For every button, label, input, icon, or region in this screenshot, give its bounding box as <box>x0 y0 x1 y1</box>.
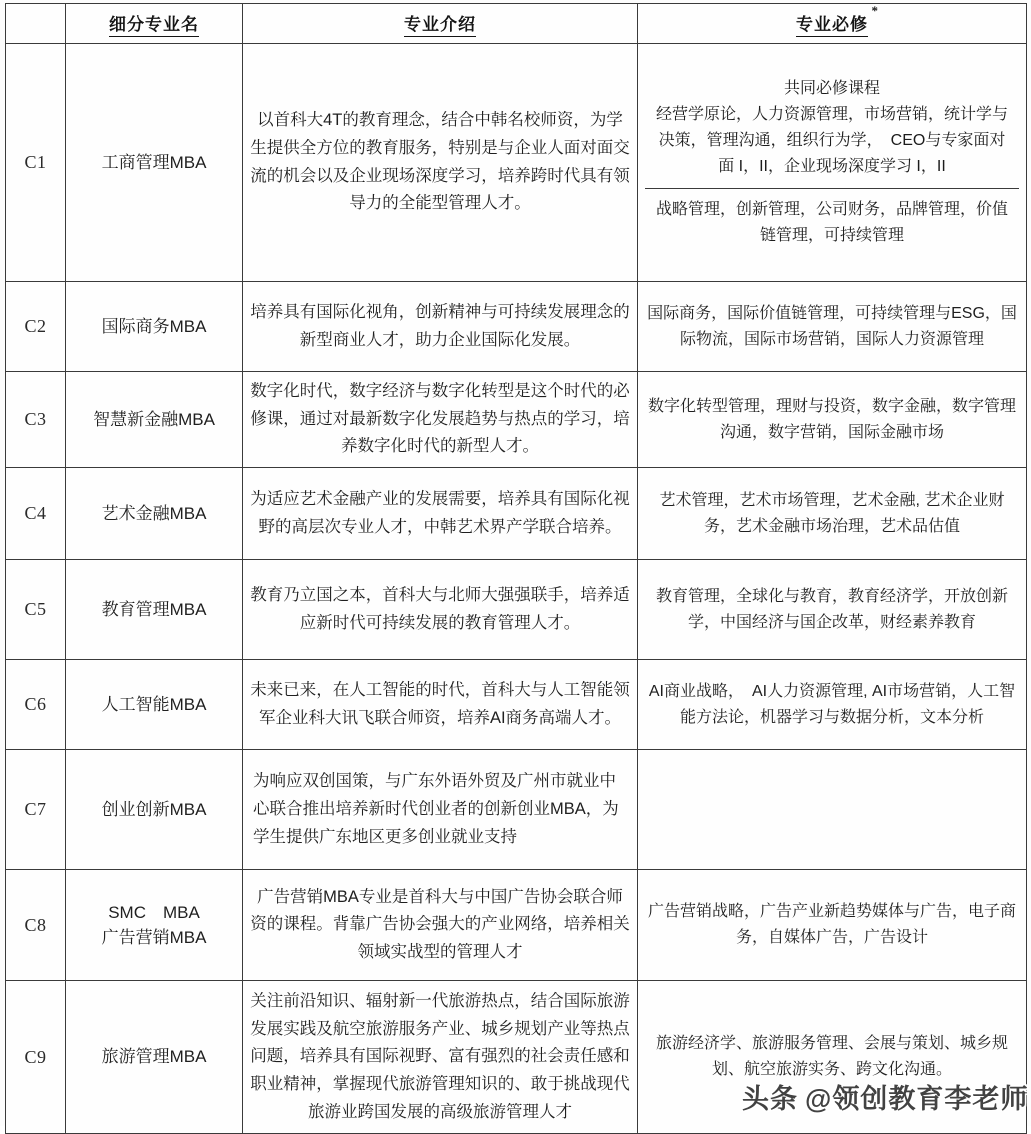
row-required-courses: 广告营销战略，广告产业新趋势媒体与广告，电子商务，自媒体广告，广告设计 <box>638 870 1027 981</box>
row-description: 为响应双创国策，与广东外语外贸及广州市就业中心联合推出培养新时代创业者的创新创业MBA，为学生提供广东地区更多创业就业支持 <box>243 750 638 870</box>
row-major-name <box>66 44 243 282</box>
row-description: 以首科大4T的教育理念，结合中韩名校师资，为学生提供全方位的教育服务，特别是与企业人面对面交流的机会以及企业现场深度学习，培养跨时代具有领导力的全能型管理人才。 <box>243 44 638 282</box>
row-code: C9 <box>6 981 66 1134</box>
major-name-line: 智慧新金融MBA <box>93 409 215 429</box>
required-sub-cell <box>645 188 1019 256</box>
row-code: C4 <box>6 468 66 560</box>
table-header <box>6 4 1027 44</box>
row-major-name <box>66 468 243 560</box>
row-major-name <box>66 660 243 750</box>
row-description: 广告营销MBA专业是首科大与中国广告协会联合师资的课程。背靠广告协会强大的产业网络，培养相关领域实战型的管理人才 <box>243 870 638 981</box>
table-body <box>6 44 1027 1134</box>
majors-table <box>5 3 1027 1134</box>
row-description: 关注前沿知识、辐射新一代旅游热点，结合国际旅游发展实践及航空旅游服务产业、城乡规划产业等热点问题，培养具有国际视野、富有强烈的社会责任感和职业精神，掌握现代旅游管理知识的、敢于挑战现代旅游业跨国发展的高级旅游管理人才 <box>243 981 638 1134</box>
major-name-line: 国际商务MBA <box>101 316 207 336</box>
row-major-name <box>66 870 243 981</box>
row-required-courses: AI商业战略， AI人力资源管理, AI市场营销，人工智能方法论，机器学习与数据分析，文本分析 <box>638 660 1027 750</box>
major-name-line: SMC MBA <box>108 902 200 922</box>
row-code: C6 <box>6 660 66 750</box>
row-description: 培养具有国际化视角，创新精神与可持续发展理念的新型商业人才，助力企业国际化发展。 <box>243 282 638 372</box>
row-code: C5 <box>6 560 66 660</box>
row-required-courses <box>638 750 1027 870</box>
table-row <box>6 282 1027 372</box>
column-header-description <box>243 4 638 44</box>
required-sub-cell <box>645 68 1019 188</box>
major-name-line: 创业创新MBA <box>101 799 207 819</box>
required-sub-title: 共同必修课程 <box>783 80 880 98</box>
row-description: 为适应艺术金融产业的发展需要，培养具有国际化视野的高层次专业人才，中韩艺术界产学联合培养。 <box>243 468 638 560</box>
watermark-brand: 头条 <box>742 1083 798 1114</box>
row-code: C3 <box>6 372 66 468</box>
required-asterisk: * <box>871 3 879 18</box>
row-required-courses: 旅游经济学、旅游服务管理、会展与策划、城乡规划、航空旅游实务、跨文化沟通。 <box>638 981 1027 1134</box>
column-header-required <box>638 4 1027 44</box>
row-code: C8 <box>6 870 66 981</box>
major-name-line: 广告营销MBA <box>101 928 207 948</box>
table-row <box>6 468 1027 560</box>
table-row <box>6 560 1027 660</box>
row-major-name <box>66 372 243 468</box>
row-major-name <box>66 750 243 870</box>
major-name-line: 旅游管理MBA <box>101 1047 207 1067</box>
table-row <box>6 372 1027 468</box>
column-header-name-label: 细分专业名 <box>109 10 199 37</box>
required-subrow-common <box>645 68 1019 188</box>
row-major-name <box>66 560 243 660</box>
row-required-courses: 数字化转型管理，理财与投资，数字金融，数字管理沟通，数字营销，国际金融市场 <box>638 372 1027 468</box>
table-row <box>6 981 1027 1134</box>
required-sub-body: 战略管理，创新管理，公司财务，品牌管理，价值链管理，可持续管理 <box>655 200 1008 244</box>
table-row <box>6 750 1027 870</box>
column-header-required-label: 专业必修 * <box>796 10 868 37</box>
major-name-line: 人工智能MBA <box>101 694 207 714</box>
column-header-name <box>66 4 243 44</box>
row-description: 教育乃立国之本，首科大与北师大强强联手，培养适应新时代可持续发展的教育管理人才。 <box>243 560 638 660</box>
row-description: 未来已来，在人工智能的时代，首科大与人工智能领军企业科大讯飞联合师资，培养AI商务高端人才。 <box>243 660 638 750</box>
table-row <box>6 870 1027 981</box>
row-required-courses <box>638 44 1027 282</box>
table-row <box>6 44 1027 282</box>
column-header-description-label: 专业介绍 <box>404 10 476 37</box>
row-required-courses: 国际商务，国际价值链管理，可持续管理与ESG，国际物流，国际市场营销，国际人力资源管理 <box>638 282 1027 372</box>
required-subrow-specialized <box>645 188 1019 256</box>
row-description: 数字化时代，数字经济与数字化转型是这个时代的必修课，通过对最新数字化发展趋势与热点的学习，培养数字化时代的新型人才。 <box>243 372 638 468</box>
row-required-courses: 教育管理，全球化与教育，教育经济学，开放创新学，中国经济与国企改革，财经素养教育 <box>638 560 1027 660</box>
major-name-line: 教育管理MBA <box>101 599 207 619</box>
header-row <box>6 4 1027 44</box>
row-code: C1 <box>6 44 66 282</box>
row-major-name <box>66 981 243 1134</box>
major-name-line: 工商管理MBA <box>101 152 207 172</box>
row-code: C7 <box>6 750 66 870</box>
row-required-courses: 艺术管理，艺术市场管理，艺术金融, 艺术企业财务，艺术金融市场治理，艺术品估值 <box>638 468 1027 560</box>
row-code: C2 <box>6 282 66 372</box>
table-row <box>6 660 1027 750</box>
column-header-code <box>6 4 66 44</box>
row-major-name <box>66 282 243 372</box>
required-sub-body: 经营学原论，人力资源管理，市场营销，统计学与决策，管理沟通，组织行为学， CEO与专家面对面 I，II，企业现场深度学习 I，II <box>655 106 1008 175</box>
major-name-line: 艺术金融MBA <box>101 503 207 523</box>
watermark-handle: @领创教育李老师 <box>805 1083 1029 1114</box>
required-subtable <box>645 68 1019 256</box>
